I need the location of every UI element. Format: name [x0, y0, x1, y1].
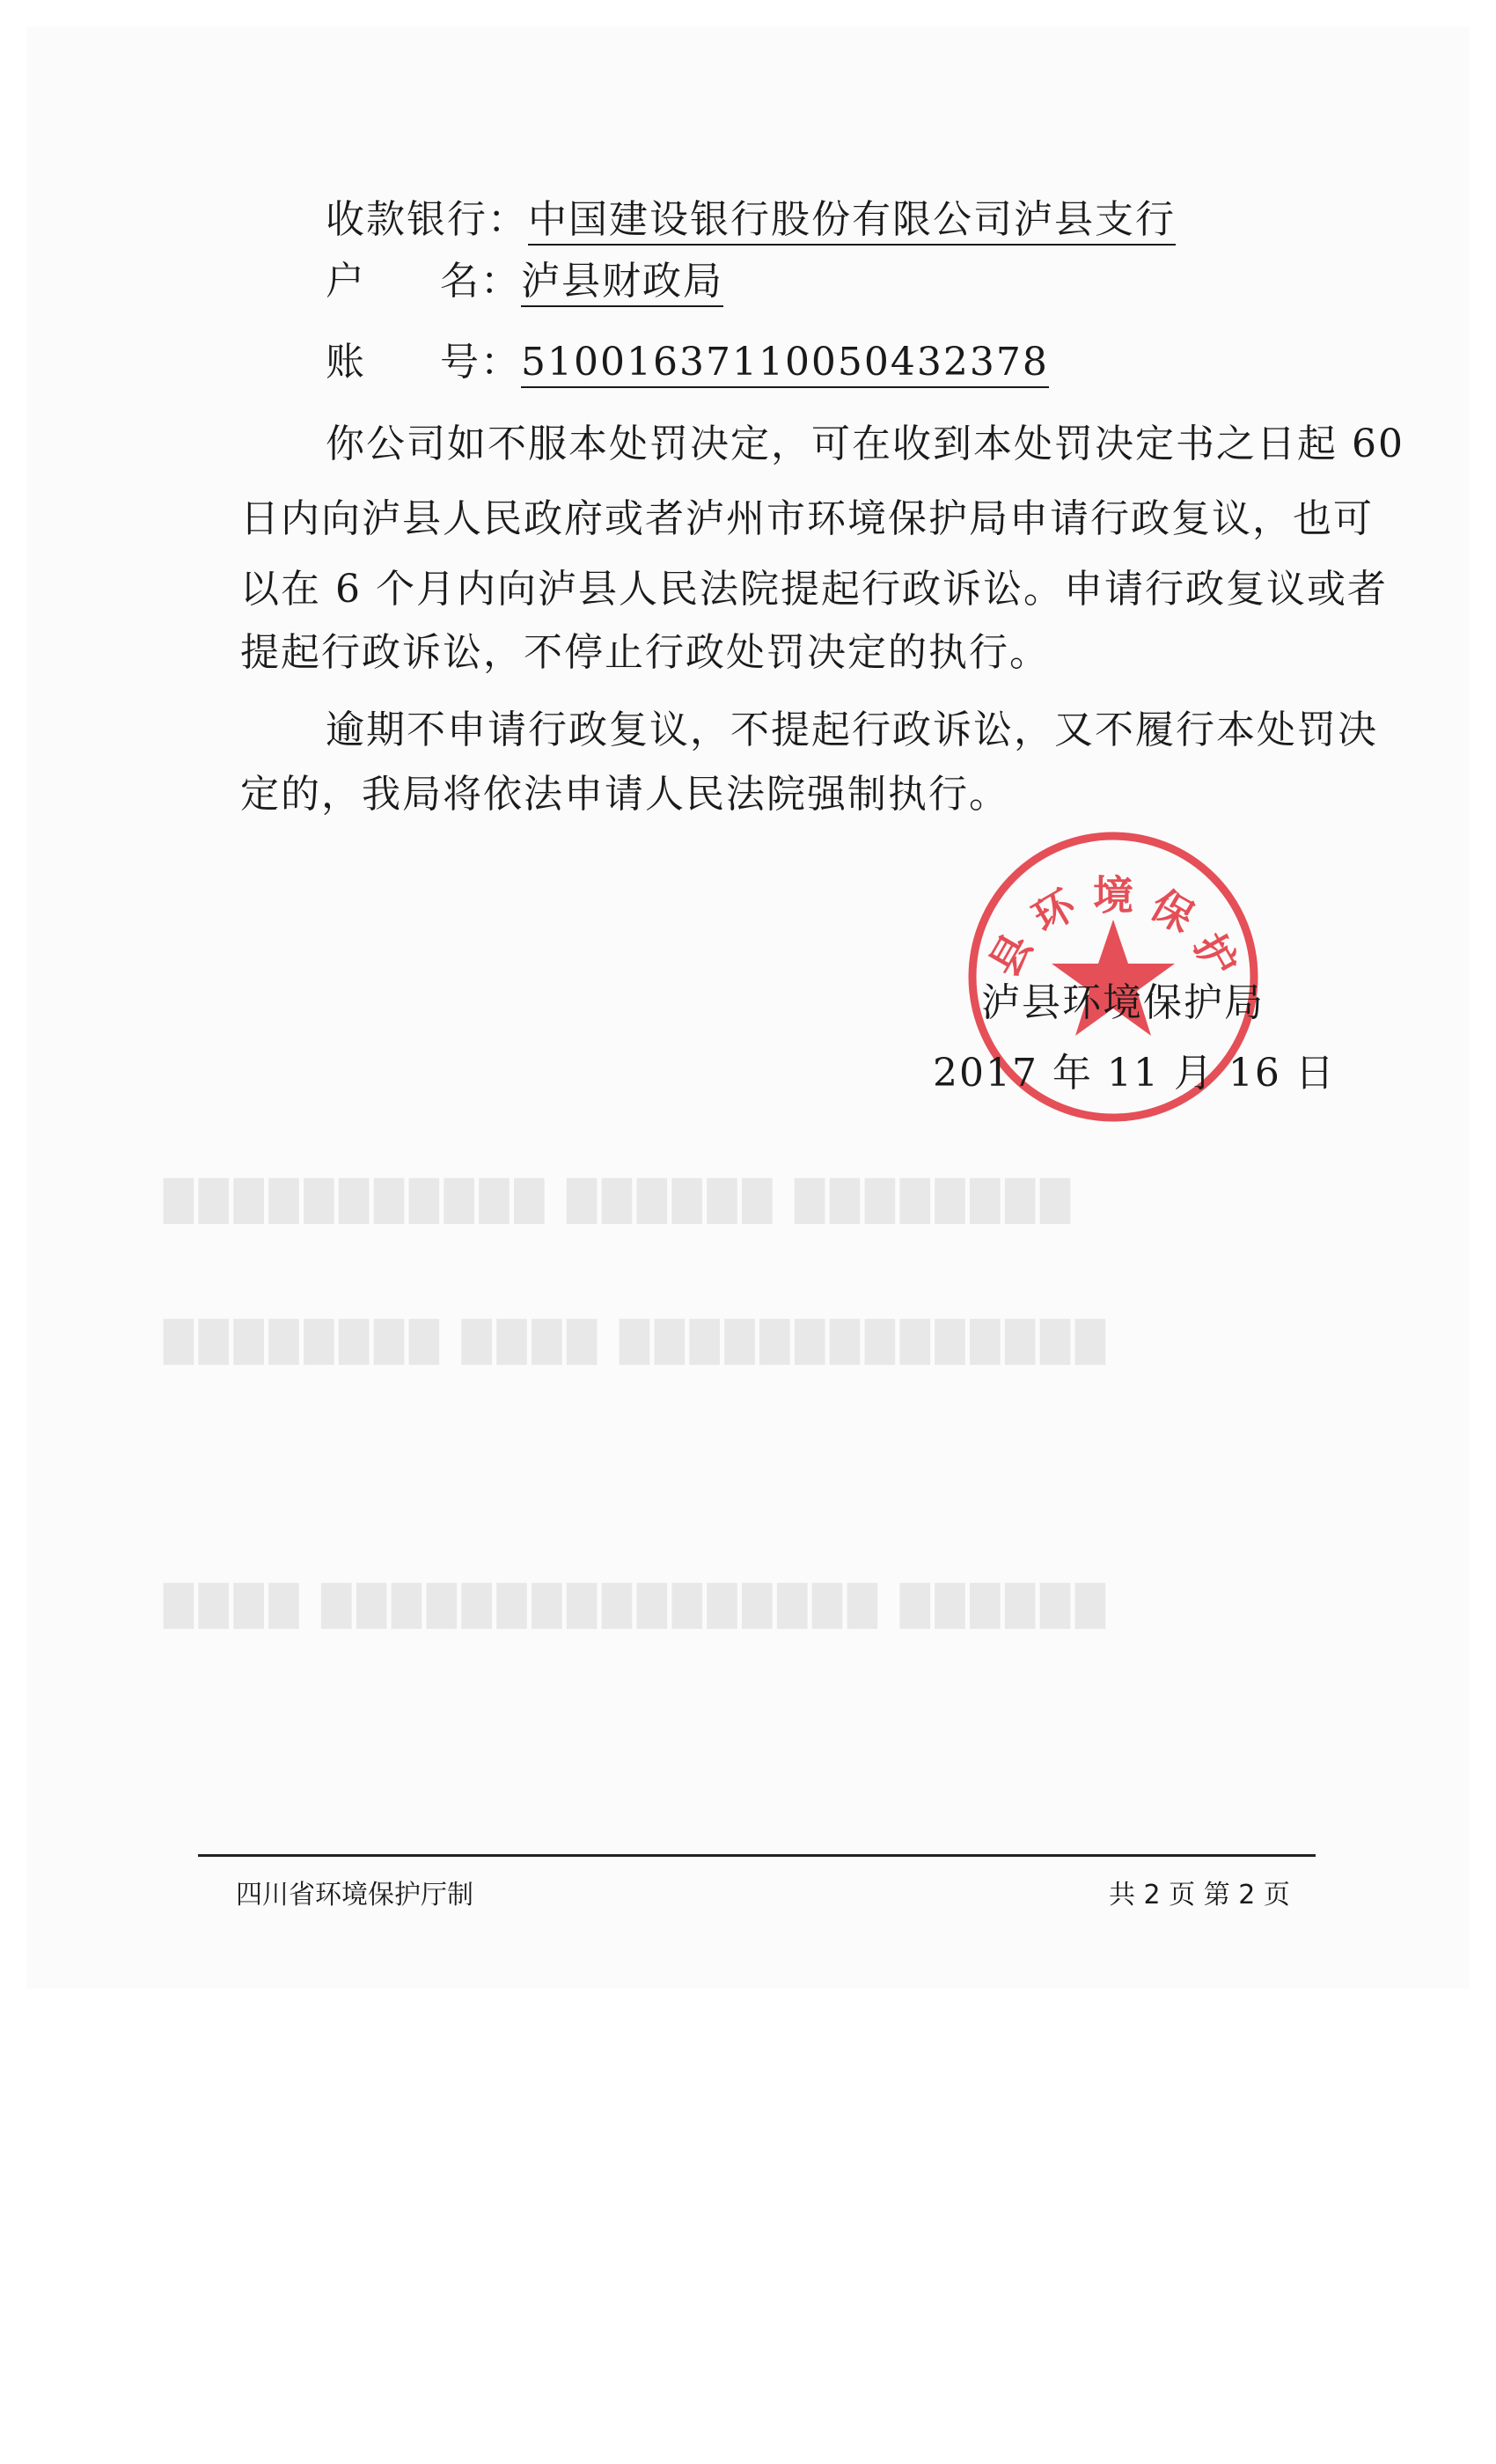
account-number-value: 51001637110050432378 — [521, 340, 1049, 388]
account-name-label-1: 户 — [326, 259, 366, 304]
payee-bank-label: 收款银行： — [326, 197, 528, 242]
paragraph-1-line-1: 你公司如不服本处罚决定，可在收到本处罚决定书之日起 60 — [326, 422, 1404, 466]
paragraph-2-line-1: 逾期不申请行政复议，不提起行政诉讼，又不履行本处罚决 — [326, 708, 1378, 752]
account-number-label-2: 号： — [440, 340, 521, 385]
issue-date: 2017 年 11 月 16 日 — [933, 1051, 1336, 1096]
paragraph-2-line-2: 定的，我局将依法申请人民法院强制执行。 — [240, 772, 1009, 817]
paragraph-1-line-4: 提起行政诉讼，不停止行政处罚决定的执行。 — [240, 630, 1050, 675]
bleed-through-text: ██████ ████████████████ ████ — [158, 1584, 1105, 1629]
issuer-name: 泸县环境保护局 — [981, 980, 1265, 1025]
seal-ring-text: 县 环 境 保 护 — [979, 871, 1247, 985]
bleed-through-text: ██████████████ ████ ████████ — [158, 1320, 1105, 1365]
bleed-through-text: ████████ ██████ ███████████ — [158, 1179, 1070, 1224]
payee-bank-row — [326, 194, 1176, 246]
account-number-row — [326, 336, 1049, 389]
account-number-label-1: 账 — [326, 340, 366, 385]
account-name-row — [326, 255, 723, 308]
account-name-value: 泸县财政局 — [521, 259, 723, 307]
paragraph-1-line-3: 以在 6 个月内向泸县人民法院提起行政诉讼。申请行政复议或者 — [240, 567, 1388, 612]
paragraph-1-line-2: 日内向泸县人民政府或者泸州市环境保护局申请行政复议，也可 — [240, 496, 1374, 541]
footer-issuer-note: 四川省环境保护厅制 — [236, 1880, 473, 1910]
footer-page-info: 共 2 页 第 2 页 — [1109, 1880, 1290, 1910]
payee-bank-value: 中国建设银行股份有限公司泸县支行 — [528, 197, 1176, 246]
footer-divider — [198, 1854, 1316, 1857]
account-name-label-2: 名： — [440, 259, 521, 304]
